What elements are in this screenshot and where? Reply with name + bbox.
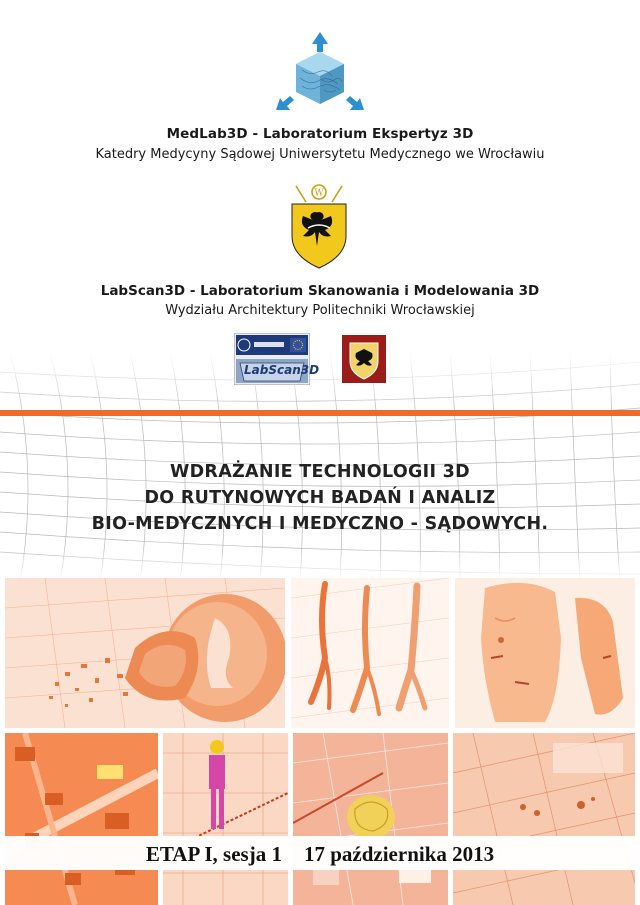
event-date: 17 października 2013 [303,842,495,866]
svg-text:W: W [314,188,324,199]
eagle-crest-badge [342,335,386,383]
cube-with-arrows-logo [272,30,368,122]
skull-fracture-model [5,578,285,728]
artery-models [291,578,449,728]
floor-scan [453,733,635,905]
orange-divider [0,410,640,416]
org1-subtitle: Katedry Medycyny Sądowej Uniwersytetu Medycznego we Wrocławiu [95,147,545,162]
university-eagle-crest [284,180,354,270]
torso-scan [455,578,635,728]
stage-label: ETAP I, sesja 1 [145,842,282,866]
org2-subtitle: Wydziału Architektury Politechniki Wrocławskiej [165,303,475,318]
org1-title: MedLab3D - Laboratorium Ekspertyz 3D [166,126,474,142]
aerial-map [5,733,158,905]
headline-line-2: DO RUTYNOWYCH BADAŃ I ANALIZ [144,488,496,508]
crime-scene-model [293,733,448,905]
figure-on-grid [163,733,288,905]
headline-line-1: WDRAŻANIE TECHNOLOGII 3D [170,462,470,482]
headline-line-3: BIO-MEDYCZNYCH I MEDYCZNO - SĄDOWYCH. [91,514,549,534]
org2-title: LabScan3D - Laboratorium Skanowania i Modelowania 3D [100,283,540,299]
labscan3d-badge-text: LabScan3D [244,363,320,377]
footer-line [0,842,640,867]
labscan3d-eu-badge [234,333,310,385]
